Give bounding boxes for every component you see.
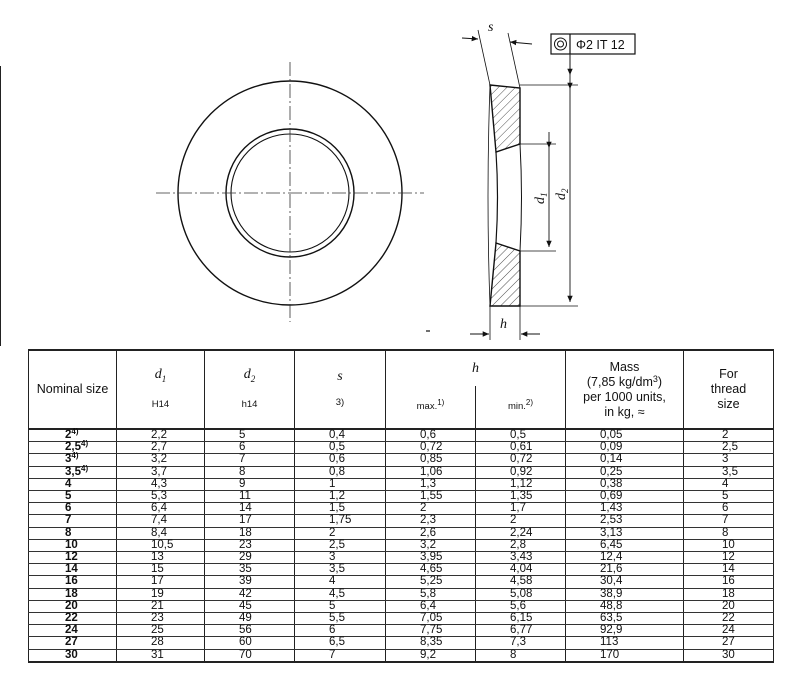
cell-d1: 23 (117, 613, 205, 625)
cell-thread: 24 (684, 625, 774, 637)
cell-nominal: 6 (29, 503, 117, 515)
cell-hmin: 1,35 (476, 491, 566, 503)
cell-nominal: 27 (29, 637, 117, 649)
cell-hmax: 0,72 (386, 442, 476, 454)
cell-thread: 3,5 (684, 466, 774, 478)
cell-mass: 38,9 (566, 588, 684, 600)
cell-mass: 3,13 (566, 527, 684, 539)
cell-hmax: 6,4 (386, 600, 476, 612)
table-row (29, 564, 774, 576)
cell-d1: 5,3 (117, 491, 205, 503)
cell-nominal: 2,5$^{4)}$ (29, 442, 117, 454)
table-row (29, 539, 774, 551)
cell-hmin: 2 (476, 515, 566, 527)
lower-section (490, 243, 520, 306)
cell-mass: 63,5 (566, 613, 684, 625)
table-row (29, 527, 774, 539)
table-row (29, 442, 774, 454)
cell-s: 2,5 (295, 539, 386, 551)
cell-s: 1,75 (295, 515, 386, 527)
washer-plan-view (156, 62, 424, 322)
cell-thread: 7 (684, 515, 774, 527)
cell-mass: 113 (566, 637, 684, 649)
cell-d1: 25 (117, 625, 205, 637)
cell-hmin: 6,77 (476, 625, 566, 637)
cell-nominal: 7 (29, 515, 117, 527)
cell-hmax: 5,8 (386, 588, 476, 600)
header-s: s 3) (295, 350, 386, 429)
cell-d1: 8,4 (117, 527, 205, 539)
cell-s: 0,5 (295, 442, 386, 454)
cell-hmin: 2,8 (476, 539, 566, 551)
cell-d2: 11 (205, 491, 295, 503)
cell-s: 4,5 (295, 588, 386, 600)
table-row (29, 515, 774, 527)
cell-d2: 23 (205, 539, 295, 551)
cell-hmin: 2,24 (476, 527, 566, 539)
cell-d2: 5 (205, 429, 295, 442)
cell-mass: 1,43 (566, 503, 684, 515)
washer-technical-drawing (0, 0, 790, 345)
cell-d1: 19 (117, 588, 205, 600)
table-row (29, 588, 774, 600)
cell-thread: 16 (684, 576, 774, 588)
cell-d2: 49 (205, 613, 295, 625)
table-row (29, 503, 774, 515)
cell-hmax: 3,95 (386, 552, 476, 564)
cell-s: 6,5 (295, 637, 386, 649)
cell-mass: 0,25 (566, 466, 684, 478)
cell-s: 1,5 (295, 503, 386, 515)
dim-label-d1: $d_1$ (533, 192, 549, 204)
table-row (29, 491, 774, 503)
cell-hmin: 5,08 (476, 588, 566, 600)
cell-s: 1 (295, 478, 386, 490)
cell-d2: 35 (205, 564, 295, 576)
cell-hmax: 0,6 (386, 429, 476, 442)
cell-s: 7 (295, 649, 386, 662)
cell-thread: 18 (684, 588, 774, 600)
cell-hmax: 9,2 (386, 649, 476, 662)
cell-hmax: 2,3 (386, 515, 476, 527)
table-row (29, 600, 774, 612)
cell-mass: 21,6 (566, 564, 684, 576)
cell-d2: 9 (205, 478, 295, 490)
washer-dimensions-table (28, 349, 774, 663)
cell-d2: 14 (205, 503, 295, 515)
cell-nominal: 22 (29, 613, 117, 625)
table-row (29, 576, 774, 588)
cell-d1: 3,7 (117, 466, 205, 478)
cell-mass: 170 (566, 649, 684, 662)
cell-thread: 14 (684, 564, 774, 576)
cell-thread: 27 (684, 637, 774, 649)
cell-s: 6 (295, 625, 386, 637)
cell-d1: 10,5 (117, 539, 205, 551)
cell-d2: 39 (205, 576, 295, 588)
cell-d1: 21 (117, 600, 205, 612)
cell-d2: 70 (205, 649, 295, 662)
cell-hmin: 1,7 (476, 503, 566, 515)
cell-thread: 20 (684, 600, 774, 612)
cell-thread: 8 (684, 527, 774, 539)
cell-d1: 3,2 (117, 454, 205, 466)
cell-d1: 2,2 (117, 429, 205, 442)
cell-s: 3 (295, 552, 386, 564)
cell-mass: 0,05 (566, 429, 684, 442)
cell-nominal: 20 (29, 600, 117, 612)
cell-mass: 0,69 (566, 491, 684, 503)
cell-nominal: 10 (29, 539, 117, 551)
cell-hmin: 4,58 (476, 576, 566, 588)
cell-s: 3,5 (295, 564, 386, 576)
cell-s: 0,6 (295, 454, 386, 466)
cell-hmin: 7,3 (476, 637, 566, 649)
dim-label-s: s (488, 20, 494, 35)
table-row (29, 613, 774, 625)
header-h-min: min.$^{2)}$ (476, 386, 566, 429)
table-row (29, 649, 774, 662)
dim-label-h: h (500, 317, 507, 332)
header-thread-size: For thread size (684, 350, 774, 429)
cell-hmin: 0,61 (476, 442, 566, 454)
cell-s: 0,8 (295, 466, 386, 478)
cell-hmax: 4,65 (386, 564, 476, 576)
table-header-row (29, 350, 774, 386)
cell-thread: 2,5 (684, 442, 774, 454)
cell-d2: 6 (205, 442, 295, 454)
upper-section (490, 85, 520, 152)
cell-d2: 18 (205, 527, 295, 539)
cell-mass: 2,53 (566, 515, 684, 527)
cell-hmax: 0,85 (386, 454, 476, 466)
cell-hmax: 3,2 (386, 539, 476, 551)
cell-thread: 3 (684, 454, 774, 466)
table-row (29, 637, 774, 649)
cell-hmin: 8 (476, 649, 566, 662)
cell-s: 5,5 (295, 613, 386, 625)
cell-d2: 8 (205, 466, 295, 478)
cell-nominal: 24 (29, 625, 117, 637)
cell-hmax: 1,06 (386, 466, 476, 478)
cell-nominal: 3$^{4)}$ (29, 454, 117, 466)
cell-hmax: 2 (386, 503, 476, 515)
cell-hmin: 0,72 (476, 454, 566, 466)
cell-s: 4 (295, 576, 386, 588)
cell-thread: 5 (684, 491, 774, 503)
dim-label-d2: $d_2$ (554, 188, 570, 200)
cell-hmax: 1,55 (386, 491, 476, 503)
cell-thread: 22 (684, 613, 774, 625)
table-row (29, 454, 774, 466)
cell-d1: 28 (117, 637, 205, 649)
cell-mass: 92,9 (566, 625, 684, 637)
table-row (29, 478, 774, 490)
cell-nominal: 30 (29, 649, 117, 662)
header-mass: Mass (7,85 $kg/dm^3$) per 1000 units, in kg, ≈ (566, 350, 684, 429)
cell-hmin: 4,04 (476, 564, 566, 576)
cell-hmin: 3,43 (476, 552, 566, 564)
tolerance-text: Φ2 IT 12 (576, 38, 625, 52)
cell-s: 5 (295, 600, 386, 612)
cell-mass: 6,45 (566, 539, 684, 551)
cell-nominal: 16 (29, 576, 117, 588)
cell-d1: 31 (117, 649, 205, 662)
cell-d1: 7,4 (117, 515, 205, 527)
cell-s: 2 (295, 527, 386, 539)
cell-mass: 30,4 (566, 576, 684, 588)
cell-d2: 29 (205, 552, 295, 564)
table-body (29, 429, 774, 662)
cell-d1: 15 (117, 564, 205, 576)
cell-hmin: 0,92 (476, 466, 566, 478)
header-d1: $d_1$ H14 (117, 350, 205, 429)
cell-mass: 12,4 (566, 552, 684, 564)
cell-nominal: 18 (29, 588, 117, 600)
cell-mass: 0,14 (566, 454, 684, 466)
cell-hmax: 8,35 (386, 637, 476, 649)
cell-hmax: 7,05 (386, 613, 476, 625)
cell-d2: 60 (205, 637, 295, 649)
table-row (29, 466, 774, 478)
header-nominal-size: Nominal size (29, 350, 117, 429)
cell-s: 0,4 (295, 429, 386, 442)
cell-thread: 6 (684, 503, 774, 515)
cell-thread: 30 (684, 649, 774, 662)
cell-nominal: 4 (29, 478, 117, 490)
header-h: h (386, 350, 566, 386)
cell-d2: 45 (205, 600, 295, 612)
table-row (29, 552, 774, 564)
cell-d2: 7 (205, 454, 295, 466)
cell-nominal: 12 (29, 552, 117, 564)
cell-hmin: 0,5 (476, 429, 566, 442)
cell-nominal: 5 (29, 491, 117, 503)
cell-hmin: 1,12 (476, 478, 566, 490)
header-d2: $d_2$ h14 (205, 350, 295, 429)
cell-d2: 42 (205, 588, 295, 600)
cell-hmax: 2,6 (386, 527, 476, 539)
cell-d1: 4,3 (117, 478, 205, 490)
cell-hmin: 6,15 (476, 613, 566, 625)
cell-hmax: 7,75 (386, 625, 476, 637)
cell-thread: 10 (684, 539, 774, 551)
table-row (29, 429, 774, 442)
cell-thread: 4 (684, 478, 774, 490)
cell-mass: 48,8 (566, 600, 684, 612)
cell-hmax: 1,3 (386, 478, 476, 490)
cell-d2: 56 (205, 625, 295, 637)
cell-nominal: 2$^{4)}$ (29, 429, 117, 442)
cell-nominal: 14 (29, 564, 117, 576)
cell-s: 1,2 (295, 491, 386, 503)
washer-section-view (426, 20, 635, 340)
cell-d1: 17 (117, 576, 205, 588)
cell-d1: 13 (117, 552, 205, 564)
cell-d2: 17 (205, 515, 295, 527)
cell-d1: 6,4 (117, 503, 205, 515)
cell-hmin: 5,6 (476, 600, 566, 612)
header-h-max: max.$^{1)}$ (386, 386, 476, 429)
cell-thread: 12 (684, 552, 774, 564)
cell-d1: 2,7 (117, 442, 205, 454)
cell-mass: 0,38 (566, 478, 684, 490)
table-row (29, 625, 774, 637)
cell-thread: 2 (684, 429, 774, 442)
cell-nominal: 3,5$^{4)}$ (29, 466, 117, 478)
cell-hmax: 5,25 (386, 576, 476, 588)
cell-nominal: 8 (29, 527, 117, 539)
cell-mass: 0,09 (566, 442, 684, 454)
